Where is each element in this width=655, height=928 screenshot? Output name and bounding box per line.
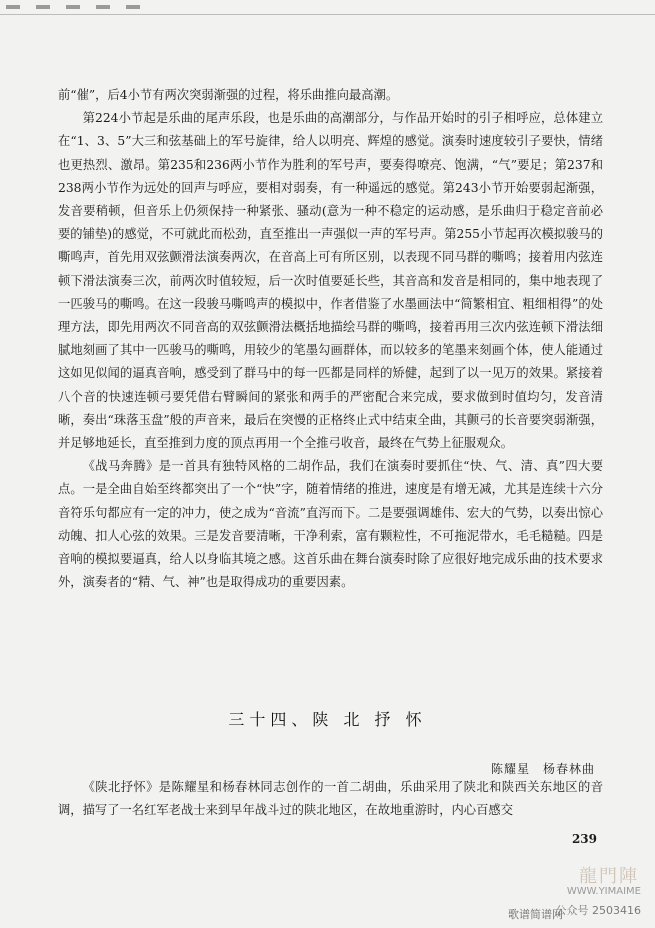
body-text (58, 84, 603, 594)
scan-mark (96, 5, 110, 9)
watermark-site-label: 歌谱简谱网 (508, 908, 563, 921)
page-number: 239 (571, 832, 597, 846)
watermark-site: WWW.YIMAIME (566, 886, 641, 897)
paragraph: 《战马奔腾》是一首具有独特风格的二胡作品，我们在演奏时要抓住“快、气、清、真”四大要点。一是全曲自始至终都突出了一个“快”字，随着情绪的推进，速度是有增无减，尤其是连续十六分音符乐句都应有一定的冲力，使之成为“音流”直泻而下。二是要强调雄伟、宏大的气势，以奏出惊心动魄、扣人心弦的效果。三是发音要清晰，干净利索，富有颗粒性，不可拖泥带水，毛毛糙糙。四是音响的模拟要逼真，给人以身临其境之感。这首乐曲在舞台演奏时除了应很好地完成乐曲的技术要求外，演奏者的“精、气、神”也是取得成功的重要因素。 (58, 459, 603, 590)
paragraph: 《陕北抒怀》是陈耀星和杨春林同志创作的一首二胡曲，乐曲采用了陕北和陕西关东地区的音调，描写了一名红军老战士来到早年战斗过的陕北地区，在故地重游时，内心百感交 (58, 780, 603, 818)
section-title: 三十四、陕 北 抒 怀 (228, 710, 427, 729)
paragraph: 第224小节起是乐曲的尾声乐段，也是乐曲的高潮部分，与作品开始时的引子相呼应，总体建立在“1、3、5”大三和弦基础上的军号旋律，给人以明亮、辉煌的感觉。演奏时速度较引子要快，情绪也更热烈、激昂。第235和236两小节作为胜利的军号声，要奏得嘹亮、饱满，“气”要足；第237和238两小节作为远处的回声与呼应，要相对弱奏，有一种遥远的感觉。第243小节开始要弱起渐强，发音要稍顿，但音乐上仍须保持一种紧张、骚动(意为一种不稳定的运动感，是乐曲归于稳定音前必要的铺垫)的感觉，不可就此而松劲，直至推出一声强似一声的军号声。第255小节起再次模拟骏马的嘶鸣声，首先用双弦颤滑法演奏两次，在音高上可有所区别，以表现不同马群的嘶鸣；接着用内弦连顿下滑法演奏三次，前两次时值较短，后一次时值要延长些，其音高和发音是相同的，集中地表现了一匹骏马的嘶鸣。在这一段骏马嘶鸣声的模拟中，作者借鉴了水墨画法中“简繁相宜、粗细相得”的处理方法，即先用两次不同音高的双弦颤滑法概括地描绘马群的嘶鸣，接着再用三次内弦连顿下滑法细腻地刻画了其中一匹骏马的嘶鸣，用较少的笔墨勾画群体，而以较多的笔墨来刻画个体，使人能通过这如见似闻的逼真音响，感受到了群马中的每一匹都是同样的矫健，起到了以一见万的效果。紧接着八个音的快速连顿弓要凭借右臂瞬间的紧张和两手的严密配合来完成，要求做到时值均匀，发音清晰，奏出“珠落玉盘”般的声音来，最后在突慢的正格终止式中结束全曲，其颤弓的长音要突弱渐强，并足够地延长，直至推到力度的顶点再用一个全推弓收音，最终在气势上征服观众。 (58, 111, 603, 451)
watermark-logo: 龍門陣 (579, 866, 639, 887)
scan-border-line (0, 14, 655, 15)
scan-mark (126, 5, 140, 9)
scan-mark (66, 5, 80, 9)
paragraph: 前“催”，后4小节有两次突弱渐强的过程，将乐曲推向最高潮。 (58, 88, 399, 102)
composer-credit: 陈耀星 杨春林曲 (490, 762, 595, 776)
scan-mark (6, 5, 20, 9)
scan-mark (36, 5, 50, 9)
watermark-qq: 公众号 2503416 (555, 904, 641, 917)
section-body (58, 776, 603, 822)
